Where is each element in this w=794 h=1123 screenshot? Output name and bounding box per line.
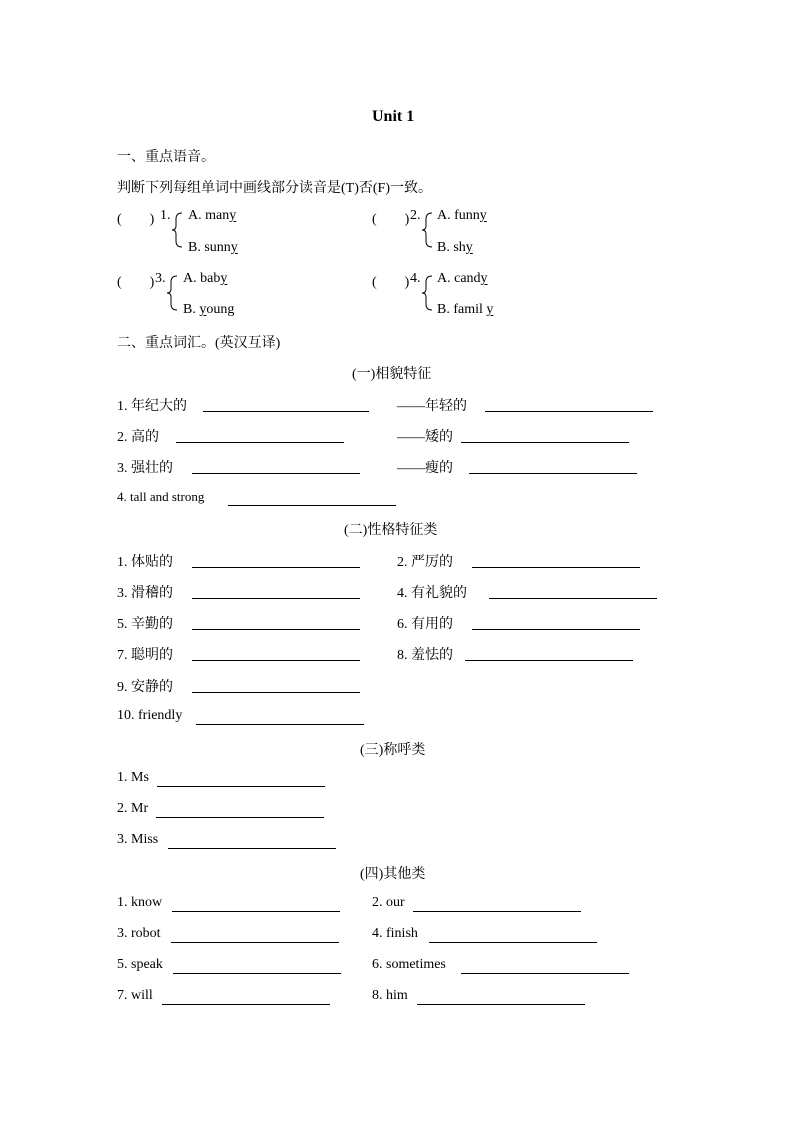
brace-icon (422, 212, 432, 248)
answer-blank[interactable] (192, 567, 360, 568)
vocab-label: 6. 有用的 (397, 617, 453, 632)
answer-blank[interactable] (489, 598, 657, 599)
answer-blank[interactable] (472, 567, 640, 568)
answer-blank[interactable] (469, 473, 637, 474)
answer-blank[interactable] (162, 1004, 330, 1005)
vocab-label: 5. speak (117, 957, 163, 972)
vocab-label: 3. robot (117, 926, 161, 941)
vocab-label: 4. finish (372, 926, 418, 941)
vocab-label: 8. 羞怯的 (397, 648, 453, 663)
answer-blank[interactable] (203, 411, 369, 412)
answer-paren[interactable]: ( ) (117, 275, 155, 290)
answer-blank[interactable] (465, 660, 633, 661)
vocab-label: 6. sometimes (372, 957, 446, 972)
item-number: 1. (160, 208, 171, 223)
answer-blank[interactable] (429, 942, 597, 943)
section1-heading: 一、重点语音。 (117, 150, 215, 165)
option-a: A. many (188, 208, 237, 223)
option-b: B. sunny (188, 240, 238, 255)
item-number: 4. (410, 271, 421, 286)
vocab-label: 7. 聪明的 (117, 648, 173, 663)
brace-icon (167, 275, 177, 311)
brace-icon (422, 275, 432, 311)
option-b: B. shy (437, 240, 473, 255)
vocab-label: ——年轻的 (397, 399, 467, 414)
vocab-label: 4. tall and strong (117, 489, 205, 504)
vocab-label: 3. 强壮的 (117, 461, 173, 476)
vocab-label: 1. know (117, 895, 163, 910)
answer-blank[interactable] (171, 942, 339, 943)
answer-blank[interactable] (196, 724, 364, 725)
vocab-label: 4. 有礼貌的 (397, 586, 467, 601)
vocab-label: 9. 安静的 (117, 680, 173, 695)
answer-blank[interactable] (172, 911, 340, 912)
answer-blank[interactable] (176, 442, 344, 443)
answer-blank[interactable] (156, 817, 324, 818)
vocab-label: ——矮的 (397, 430, 453, 445)
group4-title: (四)其他类 (360, 867, 426, 882)
vocab-label: 2. our (372, 895, 405, 910)
answer-blank[interactable] (228, 505, 396, 506)
vocab-label: ——瘦的 (397, 461, 453, 476)
vocab-label: 3. 滑稽的 (117, 586, 173, 601)
vocab-label: 3. Miss (117, 832, 159, 847)
vocab-label: 2. 严厉的 (397, 555, 453, 570)
brace-icon (172, 212, 182, 248)
option-a: A. baby (183, 271, 228, 286)
answer-blank[interactable] (192, 598, 360, 599)
answer-blank[interactable] (192, 692, 360, 693)
vocab-label: 1. 体贴的 (117, 555, 173, 570)
answer-blank[interactable] (413, 911, 581, 912)
vocab-label: 1. Ms (117, 770, 149, 785)
answer-blank[interactable] (192, 660, 360, 661)
answer-paren[interactable]: ( ) (372, 212, 410, 227)
section2-heading: 二、重点词汇。(英汉互译) (117, 336, 281, 351)
answer-blank[interactable] (157, 786, 325, 787)
option-a: A. funny (437, 208, 487, 223)
answer-paren[interactable]: ( ) (117, 212, 155, 227)
group1-title: (一)相貌特征 (352, 367, 432, 382)
answer-blank[interactable] (485, 411, 653, 412)
vocab-label: 7. will (117, 988, 153, 1003)
vocab-label: 2. Mr (117, 801, 149, 816)
vocab-label: 2. 高的 (117, 430, 159, 445)
answer-blank[interactable] (461, 442, 629, 443)
answer-blank[interactable] (173, 973, 341, 974)
answer-blank[interactable] (472, 629, 640, 630)
vocab-label: 10. friendly (117, 708, 183, 723)
option-a: A. candy (437, 271, 488, 286)
section1-instruction: 判断下列每组单词中画线部分读音是(T)否(F)一致。 (117, 181, 432, 196)
answer-blank[interactable] (461, 973, 629, 974)
option-b: B. young (183, 302, 235, 317)
answer-paren[interactable]: ( ) (372, 275, 410, 290)
group2-title: (二)性格特征类 (344, 523, 438, 538)
vocab-label: 8. him (372, 988, 408, 1003)
page-title: Unit 1 (372, 108, 415, 125)
answer-blank[interactable] (192, 473, 360, 474)
vocab-label: 5. 辛勤的 (117, 617, 173, 632)
answer-blank[interactable] (168, 848, 336, 849)
answer-blank[interactable] (417, 1004, 585, 1005)
group3-title: (三)称呼类 (360, 743, 426, 758)
option-b: B. famil y (437, 302, 494, 317)
item-number: 3. (155, 271, 166, 286)
item-number: 2. (410, 208, 421, 223)
vocab-label: 1. 年纪大的 (117, 399, 187, 414)
answer-blank[interactable] (192, 629, 360, 630)
